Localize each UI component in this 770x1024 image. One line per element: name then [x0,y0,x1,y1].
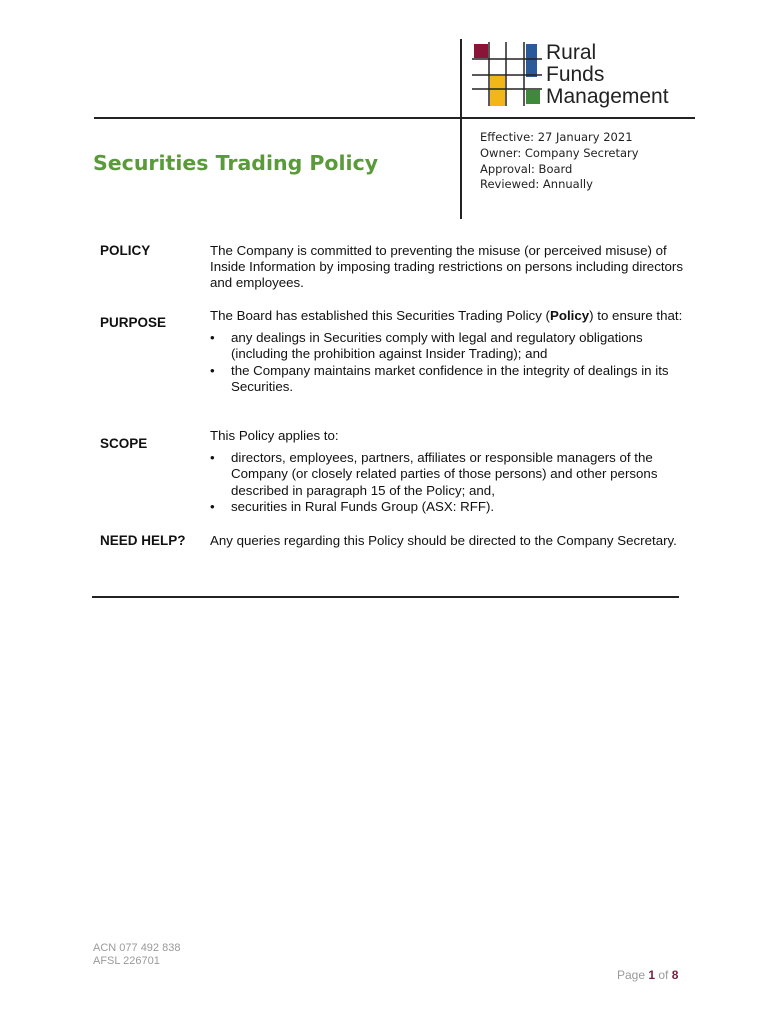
section-label-need-help: NEED HELP? [100,533,186,548]
list-item: • any dealings in Securities comply with legal and regulatory obligations (including the prohibition against Insider Trading); and [210,330,643,362]
logo-green-square [526,90,540,104]
logo-grid-mark [472,42,546,108]
logo-blue-block [526,44,537,77]
policy-defined-term: Policy [549,308,590,323]
section-body-purpose [210,308,692,395]
header-vertical-rule [460,39,462,219]
list-item: • directors, employees, partners, affiliates or responsible managers of the Company (or closely related parties of those persons) and other persons described in paragraph 15 of the Policy; and, [210,450,658,498]
footer-afsl: AFSL 226701 [93,955,160,967]
document-meta [480,130,639,193]
logo-line-funds: Funds [546,63,605,86]
meta-approval: Approval: Board [480,161,573,176]
logo-yellow-block [490,76,505,106]
meta-effective: Effective: 27 January 2021 [480,130,633,144]
policy-text: The Company is committed to preventing the misuse (or perceived misuse) of Inside Information by imposing trading restrictions on persons including directors and employees. [210,243,684,291]
company-logo [472,42,702,108]
footer-acn: ACN 077 492 838 [93,942,181,954]
purpose-list [210,330,692,395]
meta-owner: Owner: Company Secretary [480,145,639,160]
section-body-policy [210,243,692,292]
list-item: • securities in Rural Funds Group (ASX: RFF). [210,498,495,514]
meta-reviewed: Reviewed: Annually [480,177,593,192]
logo-line-rural: Rural [546,41,597,64]
header-horizontal-rule [94,117,695,119]
page-number: Page 1 of 8 [617,968,679,982]
section-label-scope: SCOPE [100,436,148,451]
section-body-scope [210,428,692,515]
need-help-text: Any queries regarding this Policy should be directed to the Company Secretary. [210,533,677,548]
section-label-purpose: PURPOSE [100,315,167,330]
page-current: 1 [648,968,656,982]
scope-list [210,450,692,515]
scope-intro: This Policy applies to: [210,428,339,443]
section-label-policy: POLICY [100,243,151,258]
section-body-need-help [210,533,692,549]
logo-maroon-square [474,44,488,58]
list-item: • the Company maintains market confidence in the integrity of dealings in its Securities. [210,362,669,394]
footer-company-numbers [93,942,180,968]
logo-line-management: Management [546,85,669,108]
content-bottom-rule [92,596,679,598]
purpose-intro: The Board has established this Securities Trading Policy (Policy) to ensure that: [210,308,683,323]
page-total: 8 [671,968,679,982]
page-title: Securities Trading Policy [93,151,379,175]
